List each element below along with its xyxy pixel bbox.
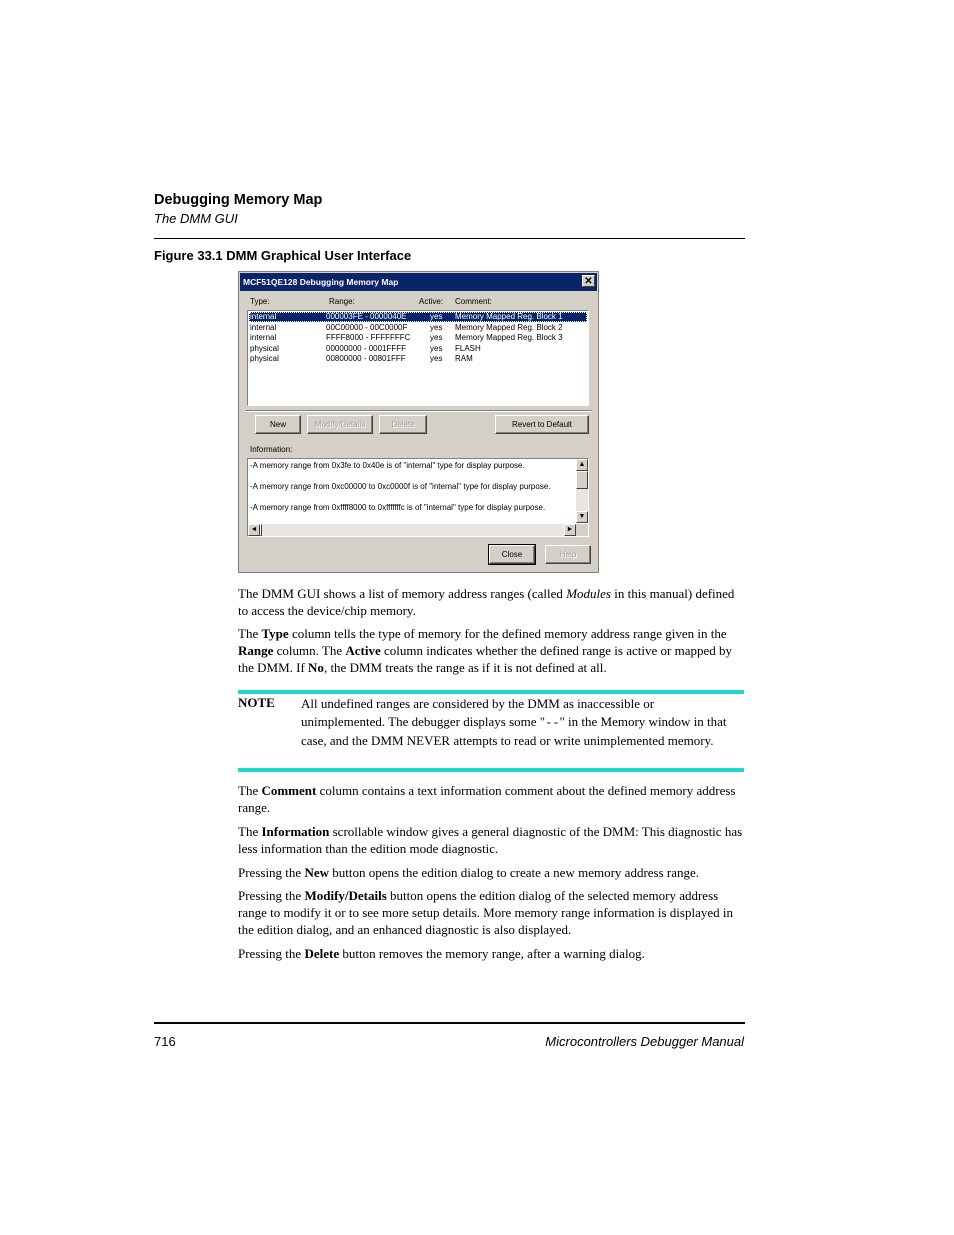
row-comment: Memory Mapped Reg. Block 3 xyxy=(455,333,563,342)
note-label: NOTE xyxy=(238,695,275,710)
page-number: 716 xyxy=(154,1034,176,1049)
note-bottom-bar xyxy=(238,768,744,772)
paragraph-comment-column: The Comment column contains a text information comment about the defined memory address range. xyxy=(238,783,736,815)
row-type: internal xyxy=(250,312,277,321)
close-icon[interactable]: ✕ xyxy=(582,275,595,287)
information-line: -A memory range from 0xffff8000 to 0xfffffffc is of "internal" type for display purpose. xyxy=(250,503,546,512)
dialog-title: MCF51QE128 Debugging Memory Map xyxy=(243,277,399,287)
memory-range-row[interactable] xyxy=(249,323,587,333)
modify-details-button[interactable]: Modify/Details xyxy=(307,415,373,434)
row-active: yes xyxy=(430,322,443,332)
divider xyxy=(245,410,592,412)
dialog-titlebar xyxy=(240,273,597,291)
delete-button[interactable]: Delete xyxy=(379,415,427,434)
row-type: internal xyxy=(250,333,277,342)
column-header-active: Active: xyxy=(419,297,444,306)
row-comment: RAM xyxy=(455,354,473,363)
row-comment: Memory Mapped Reg. Block 1 xyxy=(455,312,563,321)
horizontal-scroll-thumb[interactable] xyxy=(260,524,262,536)
scroll-left-icon[interactable]: ◄ xyxy=(248,524,260,536)
row-range: 00800000 - 00801FFF xyxy=(326,354,406,363)
paragraph-new-button: Pressing the New button opens the edition dialog to create a new memory address range. xyxy=(238,865,700,880)
paragraph-intro: The DMM GUI shows a list of memory address ranges (called Modules in this manual) defined to access the device/chip memory. xyxy=(238,586,735,618)
manual-title: Microcontrollers Debugger Manual xyxy=(545,1034,744,1049)
section-subtitle: The DMM GUI xyxy=(154,211,238,226)
row-type: physical xyxy=(250,354,279,363)
row-comment: Memory Mapped Reg. Block 2 xyxy=(455,322,563,332)
row-type: physical xyxy=(250,343,279,353)
row-active: yes xyxy=(430,312,443,321)
information-box[interactable] xyxy=(247,458,589,537)
note-text: All undefined ranges are considered by the DMM as inaccessible or unimplemented. The debugger displays some "--" in the Memory window in that case, and the DMM NEVER attempts to read or write unimplemented memory. xyxy=(301,696,727,748)
information-line: -A memory range from 0x3fe to 0x40e is of "internal" type for display purpose. xyxy=(250,461,525,470)
row-range: 00C00000 - 00C0000F xyxy=(326,322,408,332)
help-button[interactable]: Help xyxy=(545,545,591,564)
header-rule xyxy=(154,238,745,239)
memory-range-list[interactable] xyxy=(247,310,589,406)
vertical-scroll-thumb[interactable] xyxy=(576,471,588,489)
paragraph-type-column: The Type column tells the type of memory for the defined memory address range given in the Range column. The Active column indicates whether the defined range is active or mapped by the DMM. If No, the DMM treats the range as if it is not defined at all. xyxy=(238,626,732,675)
close-button[interactable]: Close xyxy=(489,545,535,564)
horizontal-scrollbar[interactable] xyxy=(248,524,576,536)
footer-rule xyxy=(154,1022,745,1024)
memory-range-row[interactable] xyxy=(249,312,587,322)
revert-to-default-button[interactable]: Revert to Default xyxy=(495,415,589,434)
dmm-dialog xyxy=(238,271,599,573)
row-range: 000003FE - 0000040E xyxy=(326,312,407,321)
figure-caption: Figure 33.1 DMM Graphical User Interface xyxy=(154,248,412,263)
row-active: yes xyxy=(430,343,443,353)
paragraph-modify-button: Pressing the Modify/Details button opens the edition dialog of the selected memory address range to modify it or to see more setup details. More memory range information is displayed in the edition dialog, and an enhanced diagnostic is also displayed. xyxy=(238,888,733,937)
column-header-type: Type: xyxy=(250,297,270,306)
scroll-up-icon[interactable]: ▲ xyxy=(576,459,588,471)
note-top-bar xyxy=(238,690,744,694)
row-active: yes xyxy=(430,354,443,363)
memory-range-row[interactable] xyxy=(249,344,587,354)
paragraph-information-window: The Information scrollable window gives a general diagnostic of the DMM: This diagnostic has less information than the edition mode diagnostic. xyxy=(238,824,743,856)
information-label: Information: xyxy=(250,445,293,454)
row-range: 00000000 - 0001FFFF xyxy=(326,343,407,353)
row-type: internal xyxy=(250,322,277,332)
paragraph-delete-button: Pressing the Delete button removes the memory range, after a warning dialog. xyxy=(238,946,645,961)
row-range: FFFF8000 - FFFFFFFC xyxy=(326,333,411,342)
new-button[interactable]: New xyxy=(255,415,301,434)
scroll-right-icon[interactable]: ► xyxy=(564,524,576,536)
vertical-scrollbar[interactable] xyxy=(576,459,588,523)
scroll-down-icon[interactable]: ▼ xyxy=(576,511,588,523)
column-header-range: Range: xyxy=(329,297,355,306)
row-active: yes xyxy=(430,333,443,342)
memory-range-row[interactable] xyxy=(249,333,587,343)
column-header-comment: Comment: xyxy=(455,297,492,306)
memory-range-row[interactable] xyxy=(249,354,587,364)
scrollbar-corner xyxy=(576,524,588,536)
information-line: -A memory range from 0xc00000 to 0xc0000f is of "internal" type for display purpose. xyxy=(250,482,551,491)
section-title: Debugging Memory Map xyxy=(154,192,323,208)
row-comment: FLASH xyxy=(455,343,481,353)
